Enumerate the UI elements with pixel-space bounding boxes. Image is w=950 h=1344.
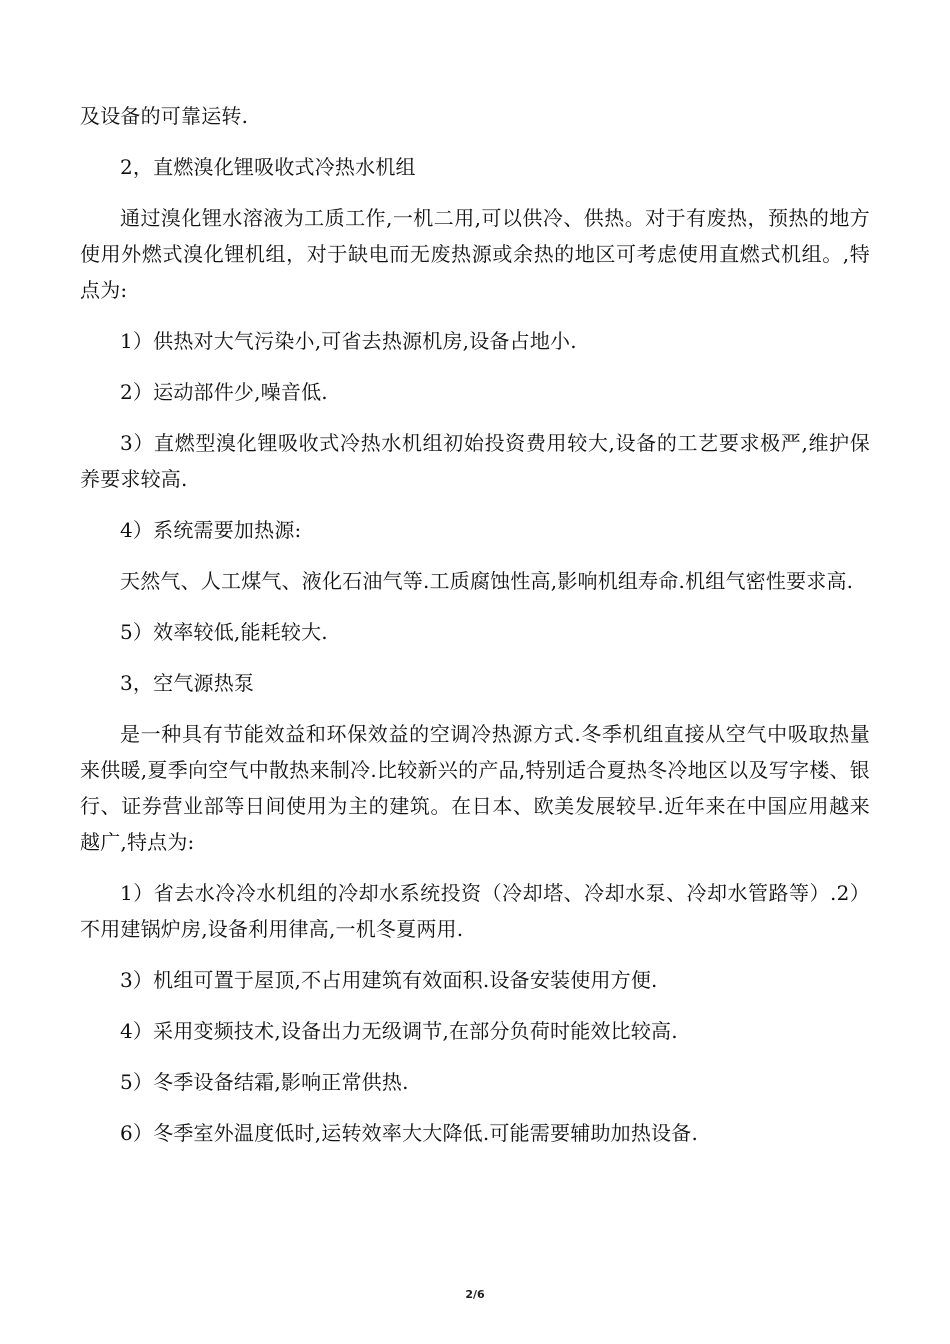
paragraph: 天然气、人工煤气、液化石油气等.工质腐蚀性高,影响机组寿命.机组气密性要求高. [120,569,854,593]
list-item: 5）效率较低,能耗较大. [120,620,328,644]
paragraph: 通过溴化锂水溶液为工质工作,一机二用,可以供冷、供热。对于有废热，预热的地方使用外燃式溴化锂机组，对于缺电而无废热源或余热的地区可考虑使用直燃式机组。,特点为: [80,206,870,302]
list-item: 5）冬季设备结霜,影响正常供热. [120,1070,409,1094]
list-item: 4）采用变频技术,设备出力无级调节,在部分负荷时能效比较高. [120,1019,678,1043]
section-heading: 3，空气源热泵 [120,671,255,695]
list-item: 3）机组可置于屋顶,不占用建筑有效面积.设备安装使用方便. [120,968,658,992]
list-item: 6）冬季室外温度低时,运转效率大大降低.可能需要辅助加热设备. [120,1121,698,1145]
paragraph: 是一种具有节能效益和环保效益的空调冷热源方式.冬季机组直接从空气中吸取热量来供暖,夏季向空气中散热来制冷.比较新兴的产品,特别适合夏热冬冷地区以及写字楼、银行、证券营业部等日间使用为主的建筑。在日本、欧美发展较早.近年来在中国应用越来越广,特点为: [80,722,870,854]
paragraph: 及设备的可靠运转. [80,104,249,128]
page-number: 2/6 [465,1288,485,1301]
list-item: 2）运动部件少,噪音低. [120,380,328,404]
section-heading: 2，直燃溴化锂吸收式冷热水机组 [120,155,416,179]
document-body [80,98,870,1166]
list-item: 1）供热对大气污染小,可省去热源机房,设备占地小. [120,329,577,353]
list-item: 1）省去水冷冷水机组的冷却水系统投资（冷却塔、冷却水泵、冷却水管路等）.2）不用建锅炉房,设备利用律高,一机冬夏两用. [80,881,870,941]
list-item: 3）直燃型溴化锂吸收式冷热水机组初始投资费用较大,设备的工艺要求极严,维护保养要求较高. [80,431,870,491]
list-item: 4）系统需要加热源: [120,518,302,542]
